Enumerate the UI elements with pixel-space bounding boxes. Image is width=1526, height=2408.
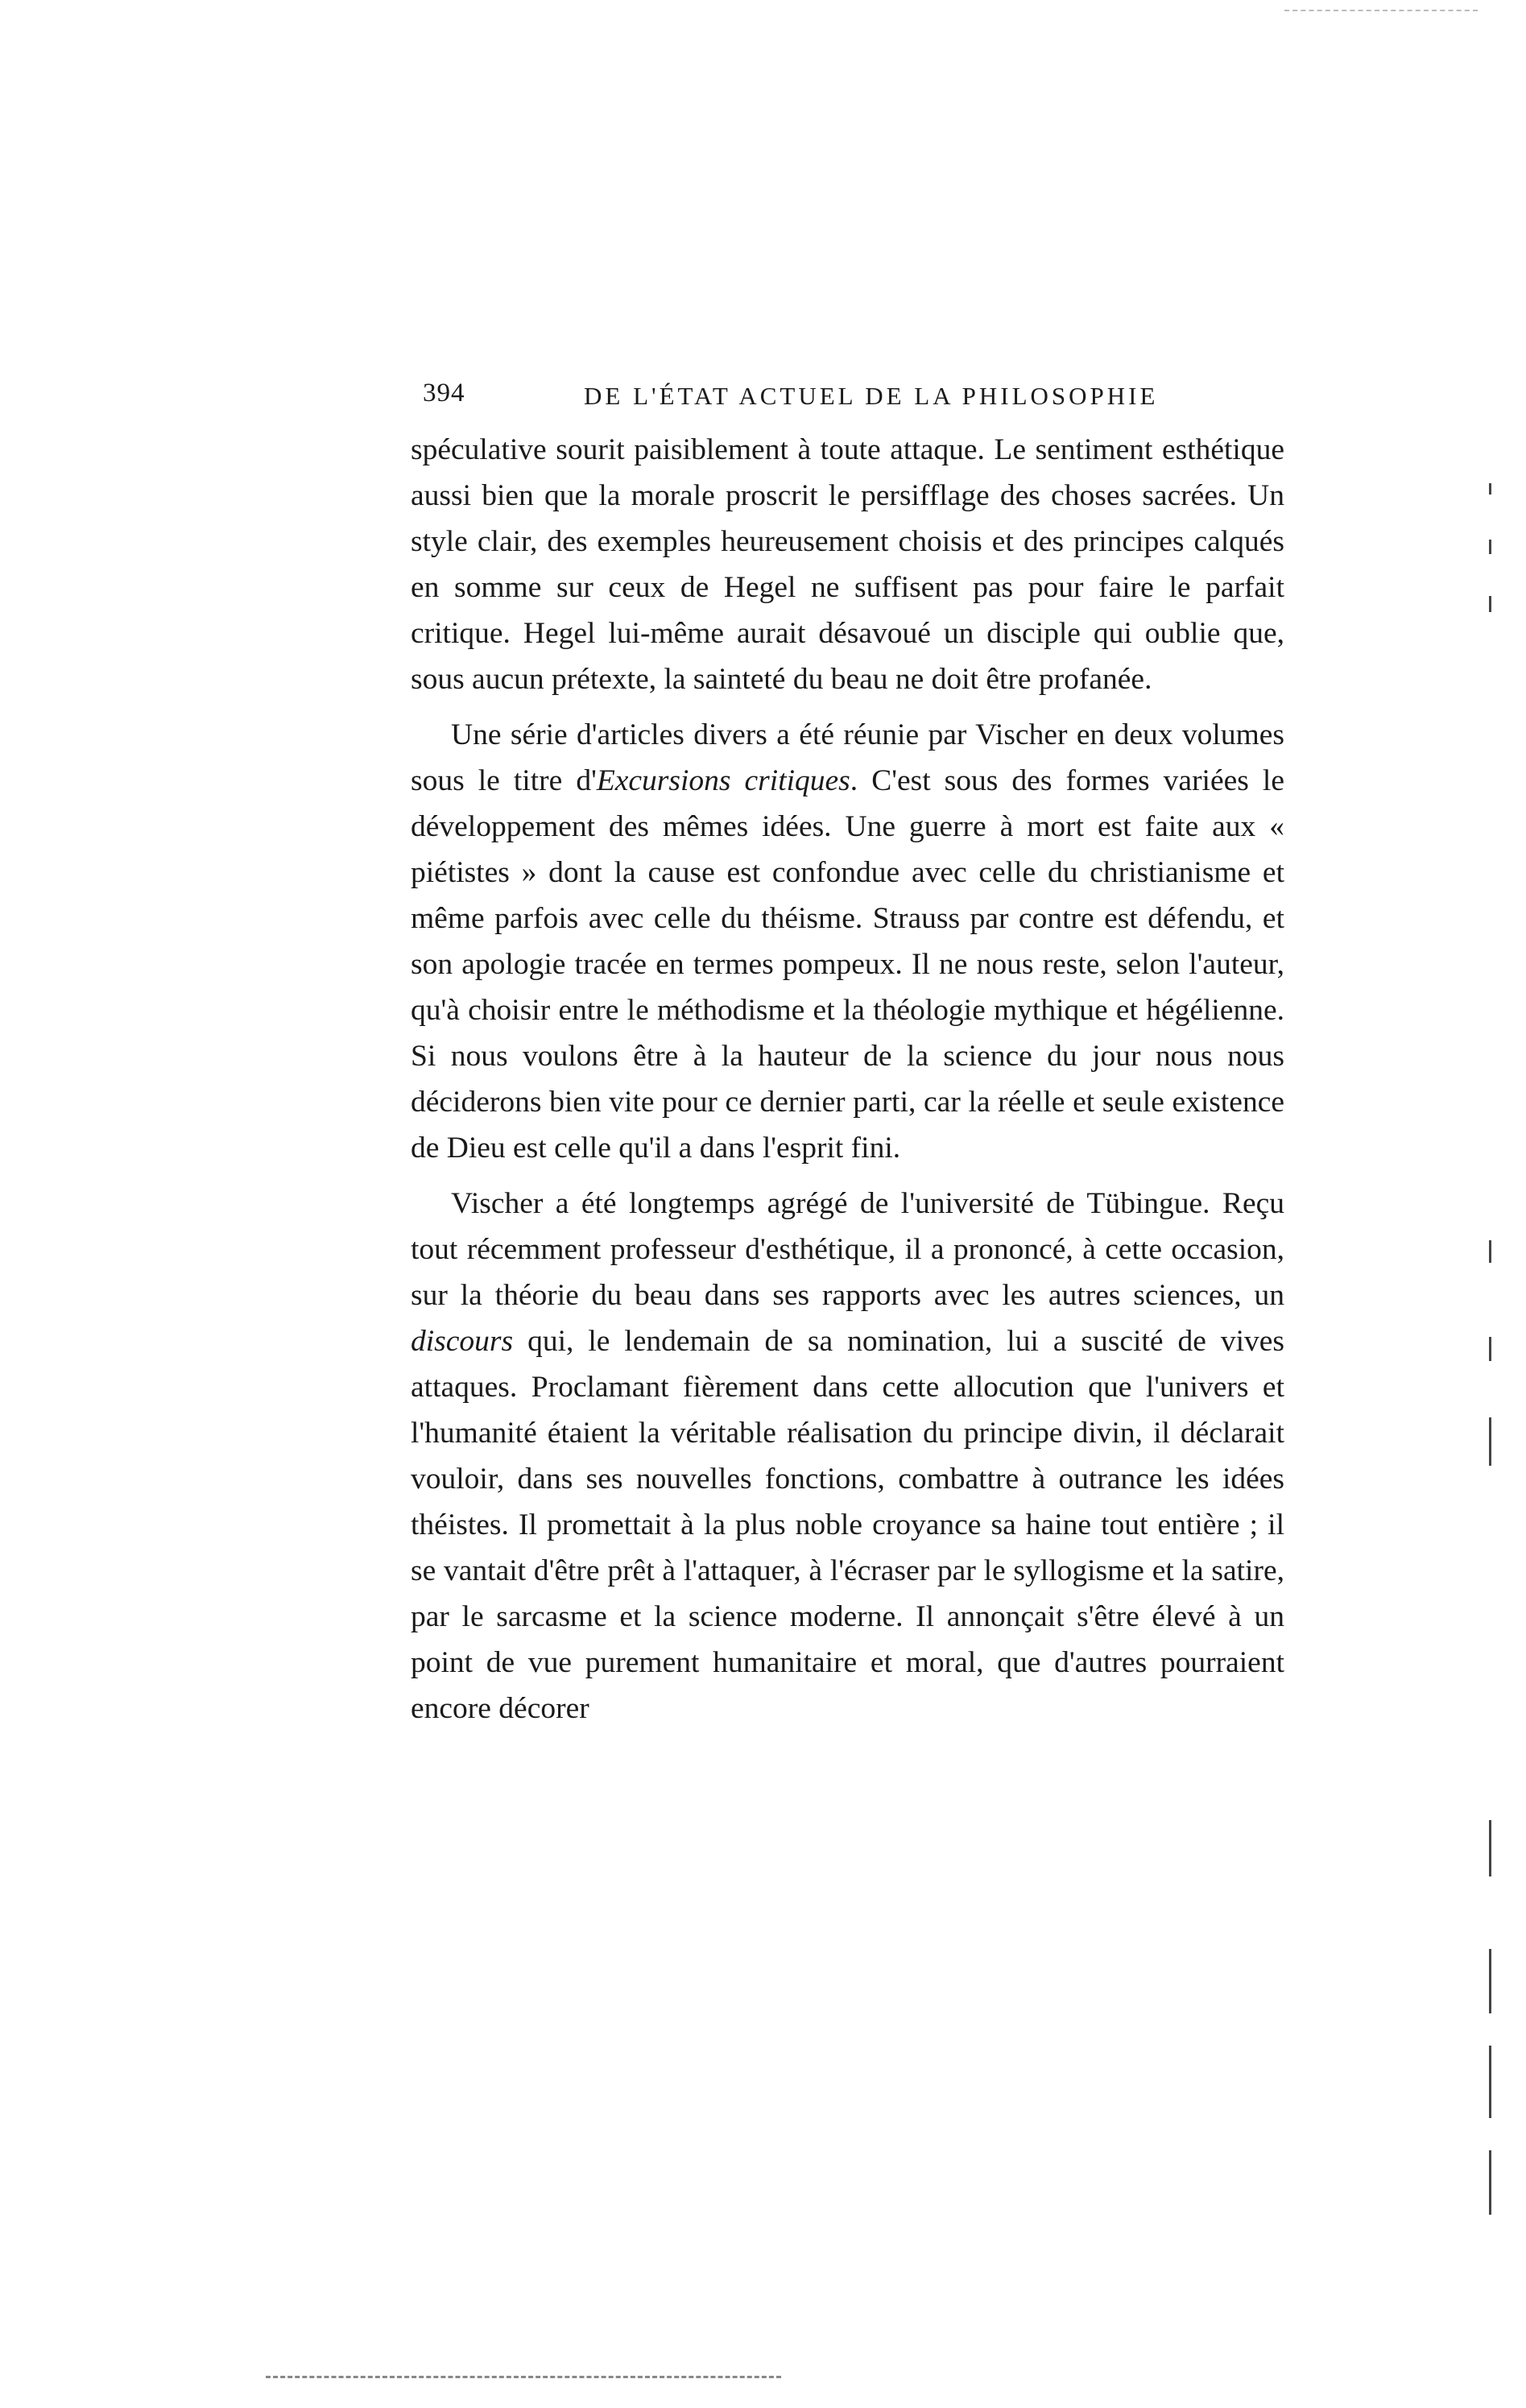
paragraph-3: [411, 1181, 1284, 1732]
paragraph-3-text-b: qui, le lendemain de sa nomination, lui a suscité de vives attaques. Proclamant fièrement dans cette allocution que l'univers et l'humanité étaient la véritable réalisation du principe divin, il déclarait vouloir, dans ses nouvelles fonctions, combattre à outrance les idées théistes. Il promettait à la plus noble croyance sa haine tout entière ; il se vantait d'être prêt à l'attaquer, à l'écraser par le syllogisme et la satire, par le sarcasme et la science moderne. Il annonçait s'être élevé à un point de vue purement humanitaire et moral, que d'autres pourraient encore décorer: [411, 1325, 1284, 1725]
paragraph-2-text-b: . C'est sous des formes variées le développement des mêmes idées. Une guerre à mort est faite aux « piétistes » dont la cause est confondue avec celle du christianisme et même parfois avec celle du théisme. Strauss par contre est défendu, et son apologie tracée en termes pompeux. Il ne nous reste, selon l'auteur, qu'à choisir entre le méthodisme et la théologie mythique et hégélienne. Si nous voulons être à la hauteur de la science du jour nous nous déciderons bien vite pour ce dernier parti, car la réelle et seule existence de Dieu est celle qu'il a dans l'esprit fini.: [411, 764, 1284, 1165]
paragraph-3-text-a: Vischer a été longtemps agrégé de l'université de Tübingue. Reçu tout récemment professeur d'esthétique, il a prononcé, à cette occasion, sur la théorie du beau dans ses rapports avec les autres sciences, un: [411, 1187, 1284, 1312]
scan-artifact-left: [8, 274, 10, 322]
running-title: DE L'ÉTAT ACTUEL DE LA PHILOSOPHIE: [584, 382, 1159, 410]
edge-mark: [1489, 1417, 1491, 1466]
scan-artifact-right-edge: [1489, 467, 1492, 2239]
paragraph-1: [411, 427, 1284, 702]
edge-mark: [1489, 1240, 1491, 1263]
edge-mark: [1489, 596, 1491, 612]
body-text: [411, 427, 1284, 1973]
edge-mark: [1489, 2046, 1491, 2118]
paragraph-2: [411, 712, 1284, 1171]
title-discours: discours: [411, 1325, 514, 1358]
paragraph-2-text-a: Une série d'articles divers a été réunie par Vischer en deux volumes sous le titre d': [411, 718, 1284, 797]
title-excursions-critiques: Excursions critiques: [596, 764, 850, 797]
edge-mark: [1489, 540, 1491, 554]
edge-mark: [1489, 1337, 1491, 1361]
scan-artifact-bottom: [266, 2376, 781, 2381]
page-number: 394: [423, 379, 465, 408]
edge-mark: [1489, 1949, 1491, 2013]
paragraph-1-text: spéculative sourit paisiblement à toute attaque. Le sentiment esthétique aussi bien que la morale proscrit le persifflage des choses sacrées. Un style clair, des exemples heureusement choisis et des principes calqués en somme sur ceux de Hegel ne suffisent pas pour faire le parfait critique. Hegel lui-même aurait désavoué un disciple qui oublie que, sous aucun prétexte, la sainteté du beau ne doit être profanée.: [411, 433, 1284, 696]
edge-mark: [1489, 2150, 1491, 2215]
running-header: [423, 379, 1228, 419]
scan-artifact-top: [1284, 10, 1478, 14]
edge-mark: [1489, 483, 1491, 494]
edge-mark: [1489, 1820, 1491, 1876]
